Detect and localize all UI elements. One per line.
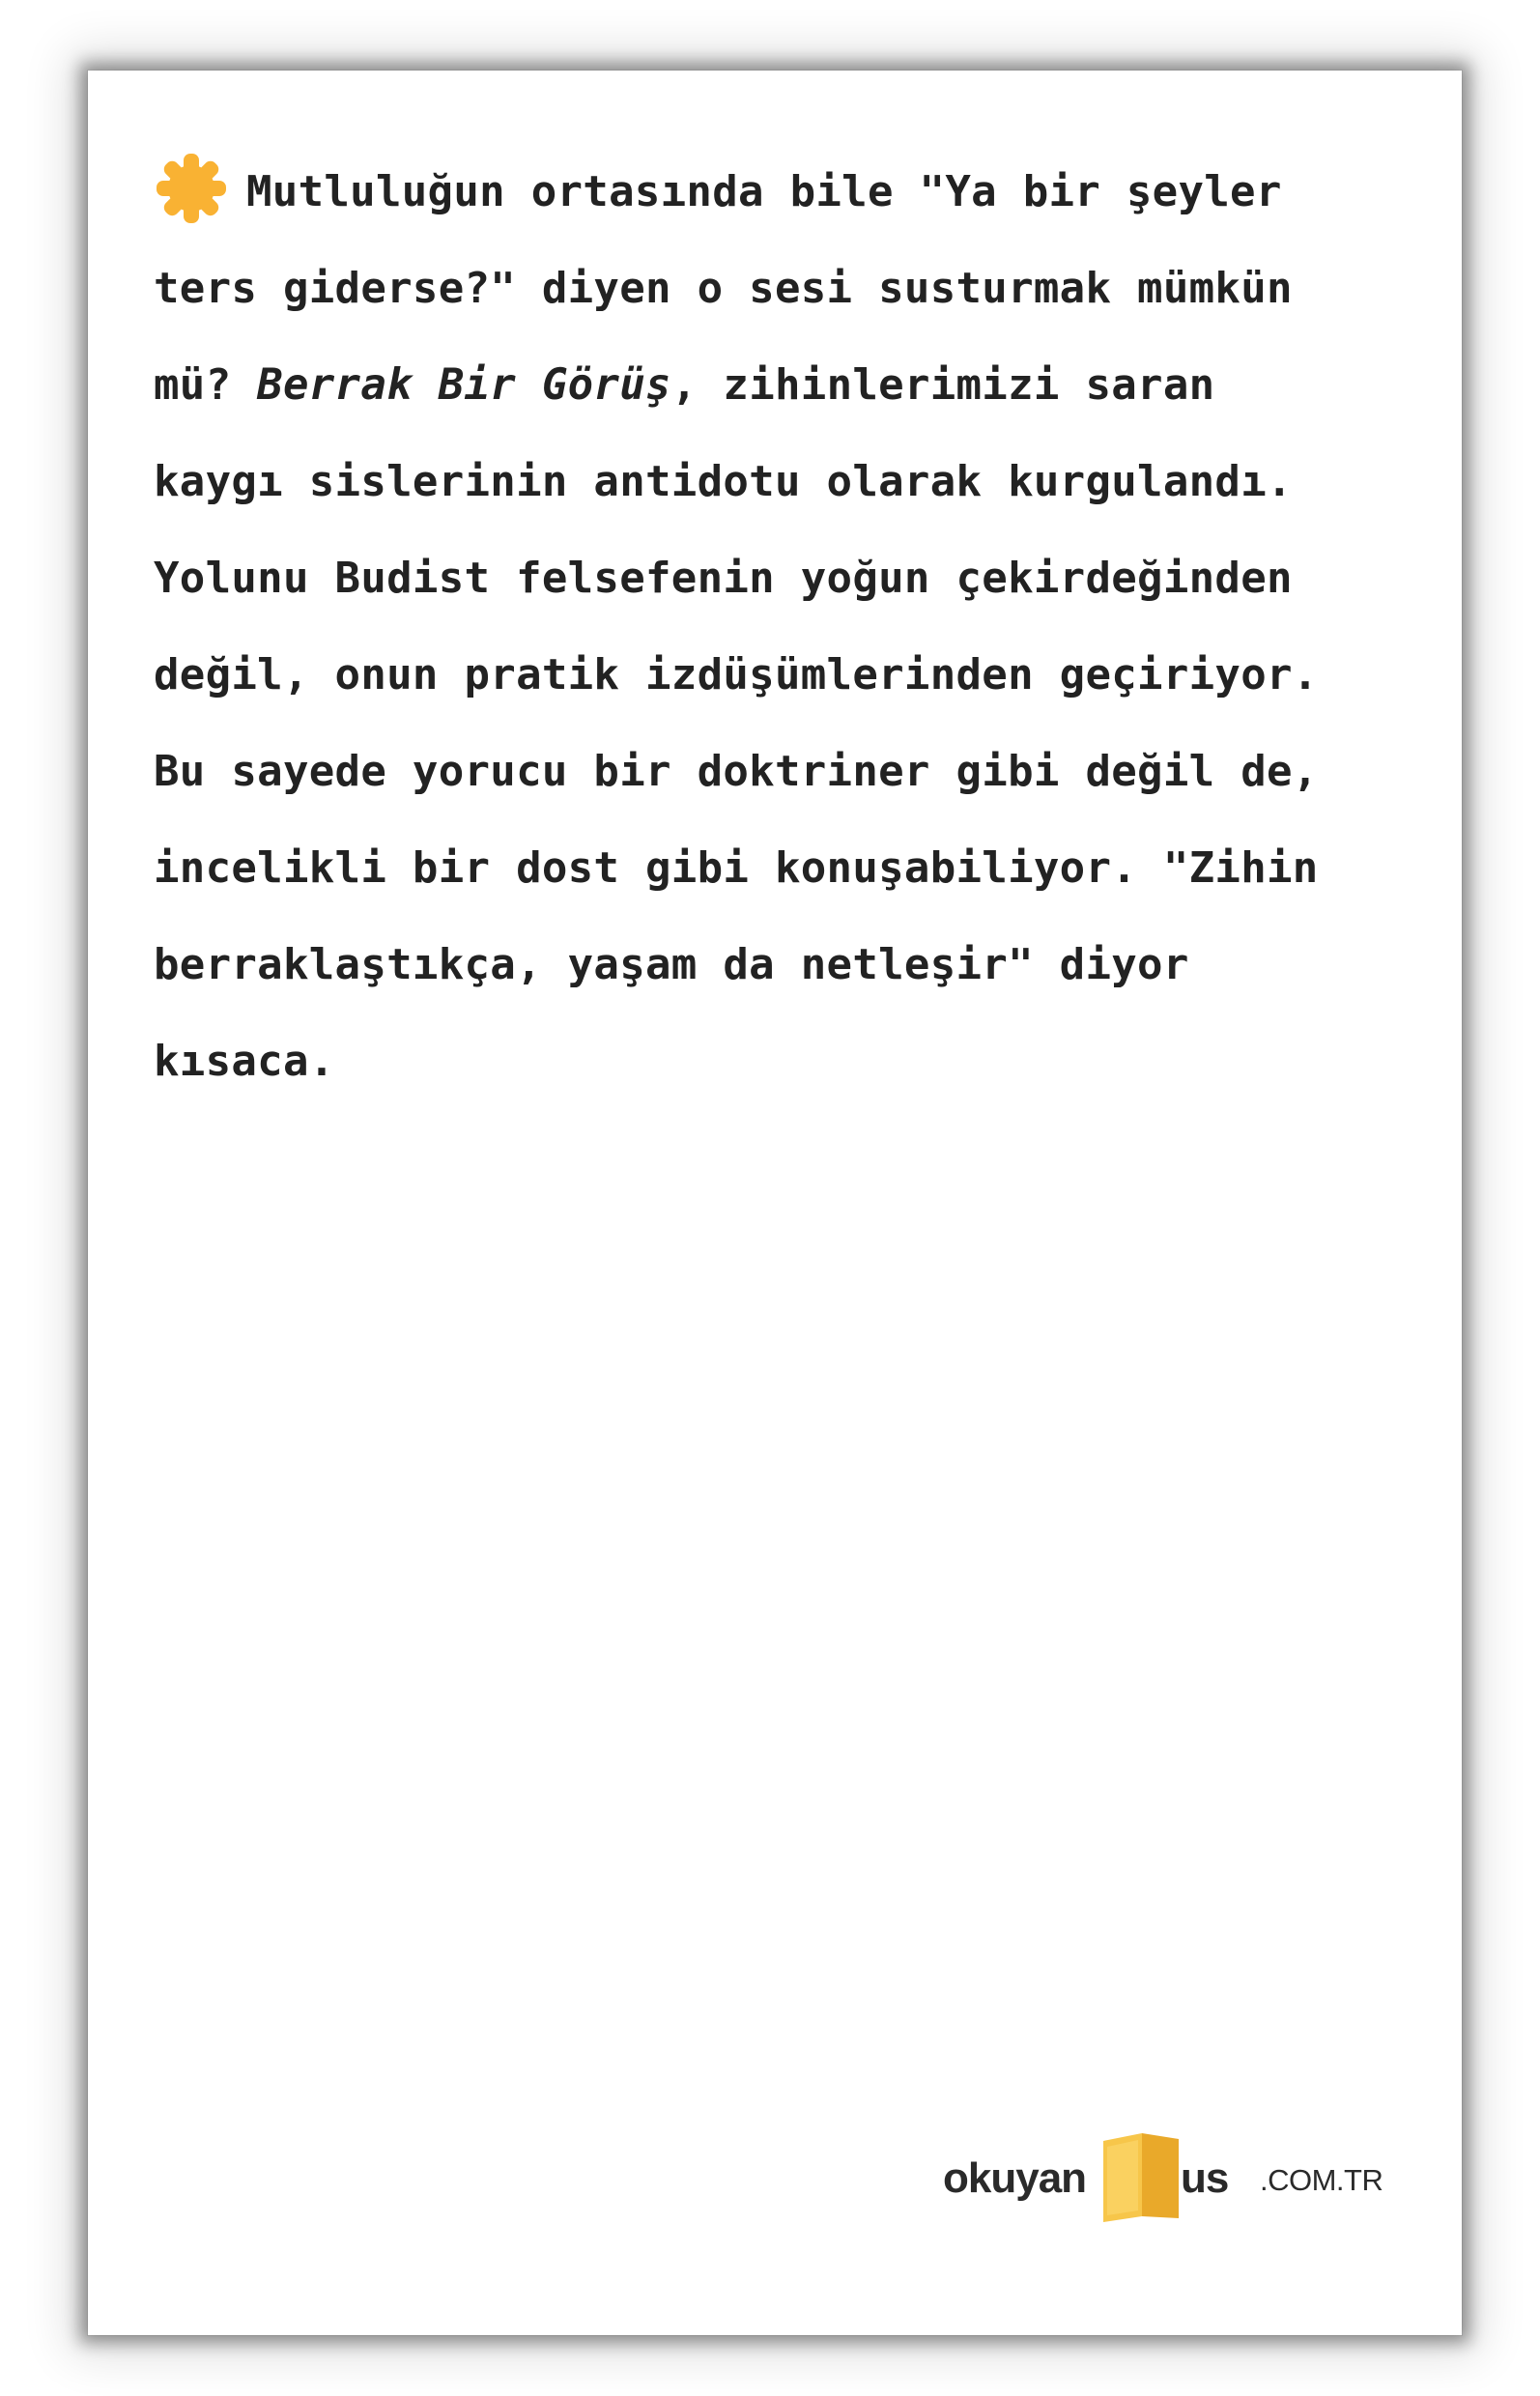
body-text xyxy=(154,144,1361,1110)
okuyanus-logo xyxy=(943,2127,1383,2224)
text-line-3-end: , zihinlerimizi saran xyxy=(670,360,1215,410)
text-line-7: Bu sayede yorucu bir doktriner gibi değil de, xyxy=(154,747,1319,796)
logo-word-us: us xyxy=(1181,2154,1229,2202)
quote-card xyxy=(88,71,1462,2335)
text-line-9: berraklaştıkça, yaşam da netleşir" diyor xyxy=(154,940,1189,989)
text-line-3 xyxy=(154,337,1361,434)
text-line xyxy=(154,144,1361,241)
flower-badge-icon xyxy=(154,151,229,226)
text-line-5: Yolunu Budist felsefenin yoğun çekirdeğinden xyxy=(154,554,1293,603)
text-line-10: kısaca. xyxy=(154,1037,335,1086)
text-line-4: kaygı sislerinin antidotu olarak kurgulandı. xyxy=(154,457,1293,506)
text-line-2: ters giderse?" diyen o sesi susturmak mümkün xyxy=(154,264,1293,313)
text-line-6: değil, onun pratik izdüşümlerinden geçiriyor. xyxy=(154,650,1319,699)
yellow-book-icon xyxy=(1098,2127,1184,2224)
text-line-8: incelikli bir dost gibi konuşabiliyor. "Zihin xyxy=(154,843,1319,893)
logo-domain: .COM.TR xyxy=(1260,2163,1383,2197)
text-line-1: Mutluluğun ortasında bile "Ya bir şeyler xyxy=(246,167,1282,216)
text-line-3-start: mü? xyxy=(154,360,258,410)
book-title: Berrak Bir Görüş xyxy=(257,360,671,410)
logo-word-okuyan: okuyan xyxy=(943,2154,1087,2202)
